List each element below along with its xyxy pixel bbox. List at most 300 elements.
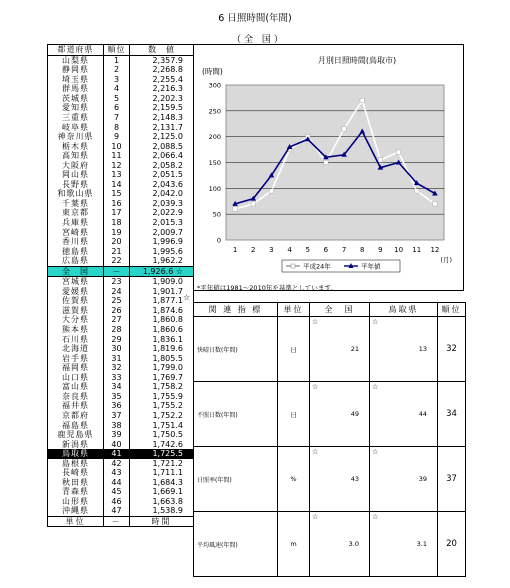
- value-cell: 2,268.8: [130, 65, 194, 75]
- header-value: 数 値: [130, 45, 194, 56]
- prefecture-row: [48, 227, 194, 237]
- star-icon: ☆: [312, 383, 319, 391]
- indicator-tottori-text: 44: [418, 410, 427, 418]
- prefecture-name: 福岡県: [48, 363, 104, 373]
- prefecture-name: 兵庫県: [48, 218, 104, 228]
- indicator-rank: [438, 447, 466, 512]
- indicator-national: [310, 317, 370, 382]
- rank-cell: 32: [104, 363, 130, 373]
- prefecture-row: [48, 122, 194, 132]
- prefecture-row: [48, 180, 194, 190]
- rank-cell: 25: [104, 296, 130, 306]
- legend-marker: [291, 264, 295, 268]
- prefecture-row: [48, 237, 194, 247]
- x-tick-label: 1: [232, 246, 238, 254]
- x-tick-label: 9: [378, 246, 383, 254]
- value-cell: 1,711.1: [130, 468, 194, 478]
- indicator-rank-text: 32: [446, 344, 457, 354]
- star-icon: ☆: [372, 318, 379, 326]
- prefecture-row: [48, 497, 194, 507]
- prefecture-name: 三重県: [48, 113, 104, 123]
- indicator-unit-text: 日: [290, 410, 297, 419]
- prefecture-row: [48, 420, 194, 430]
- x-tick-label: 3: [269, 246, 274, 254]
- rank-cell: 29: [104, 334, 130, 344]
- indicator-rank: [438, 317, 466, 382]
- prefecture-row: [48, 325, 194, 335]
- prefecture-name: 石川県: [48, 334, 104, 344]
- prefecture-row: [48, 430, 194, 440]
- prefecture-row: [48, 411, 194, 421]
- prefecture-row: [48, 246, 194, 256]
- value-cell: 2,255.4: [130, 75, 194, 85]
- value-cell: 1,996.9: [130, 237, 194, 247]
- indicator-row: [194, 512, 466, 577]
- chart-title: 月別日照時間(鳥取市): [317, 56, 397, 65]
- ranking-table: [47, 44, 194, 527]
- indicators-table-body: [194, 317, 466, 577]
- prefecture-row: [48, 306, 194, 316]
- prefecture-name: 徳島県: [48, 246, 104, 256]
- prefecture-name: 茨城県: [48, 94, 104, 104]
- value-cell: 2,125.0: [130, 132, 194, 142]
- prefecture-name: 群馬県: [48, 84, 104, 94]
- y-tick-label: 250: [208, 107, 221, 116]
- prefecture-row: [48, 373, 194, 383]
- prefecture-row: [48, 468, 194, 478]
- rank-cell: 27: [104, 315, 130, 325]
- prefecture-row: [48, 55, 194, 65]
- prefecture-row: [48, 113, 194, 123]
- y-tick-label: 50: [212, 210, 221, 219]
- prefecture-name: 広島県: [48, 256, 104, 266]
- indicator-name-text: 日照率(年間): [197, 476, 232, 484]
- unit-footer-row: [48, 516, 194, 527]
- indicator-name-text: 不照日数(年間): [197, 411, 238, 419]
- prefecture-row: [48, 296, 194, 306]
- prefecture-row: [48, 199, 194, 209]
- tottori-row: [48, 449, 194, 459]
- prefecture-name: 福井県: [48, 401, 104, 411]
- rank-cell: 36: [104, 401, 130, 411]
- rank-cell: 22: [104, 256, 130, 266]
- data-point: [396, 150, 400, 154]
- prefecture-name: 岩手県: [48, 354, 104, 364]
- value-cell: 2,051.5: [130, 170, 194, 180]
- indicator-national-text: 49: [350, 410, 359, 418]
- indicator-unit: [278, 512, 310, 577]
- rank-cell: 43: [104, 468, 130, 478]
- header-prefecture: 都道府県: [48, 45, 104, 56]
- prefecture-row: [48, 487, 194, 497]
- rank-cell: 24: [104, 287, 130, 297]
- rank-cell: 6: [104, 103, 130, 113]
- value-cell: 2,357.9: [130, 55, 194, 65]
- data-point: [415, 189, 419, 193]
- value-cell: 1,860.6: [130, 325, 194, 335]
- national-star-icon: ☆: [183, 293, 191, 302]
- data-point: [269, 189, 273, 193]
- indicator-rank-text: 37: [446, 474, 457, 484]
- indicator-national-text: 3.0: [348, 540, 359, 548]
- value-cell: 2,131.7: [130, 122, 194, 132]
- value-cell: 2,202.3: [130, 94, 194, 104]
- rank-cell: 37: [104, 411, 130, 421]
- value-cell: 2,088.5: [130, 141, 194, 151]
- x-tick-label: 12: [430, 246, 440, 254]
- chart-box: [193, 44, 464, 291]
- indicator-unit-text: m: [290, 540, 297, 548]
- prefecture-name: 京都府: [48, 411, 104, 421]
- data-point: [251, 202, 255, 206]
- prefecture-row: [48, 218, 194, 228]
- prefecture-name: 山口県: [48, 373, 104, 383]
- indicator-national: [310, 512, 370, 577]
- prefecture-row: [48, 103, 194, 113]
- rank-cell: 10: [104, 141, 130, 151]
- prefecture-row: [48, 170, 194, 180]
- indicator-name-text: 平均風速(年間): [197, 541, 238, 549]
- chart-xlabel: (月): [440, 256, 452, 264]
- rank-cell: 19: [104, 227, 130, 237]
- prefecture-name: 栃木県: [48, 141, 104, 151]
- prefecture-name: 岡山県: [48, 170, 104, 180]
- rank-cell: 20: [104, 237, 130, 247]
- prefecture-name: 秋田県: [48, 478, 104, 488]
- rank-cell: 31: [104, 354, 130, 364]
- x-tick-label: 5: [305, 246, 310, 254]
- rank-cell: 9: [104, 132, 130, 142]
- data-point: [378, 158, 382, 162]
- rank-cell: 44: [104, 478, 130, 488]
- prefecture-name: 大分県: [48, 315, 104, 325]
- indicator-row: [194, 317, 466, 382]
- rank-cell: 30: [104, 344, 130, 354]
- indicator-national: [310, 382, 370, 447]
- rank-cell: 1: [104, 55, 130, 65]
- prefecture-row: [48, 256, 194, 266]
- value-cell: 1,995.6: [130, 246, 194, 256]
- rank-cell: 8: [104, 122, 130, 132]
- prefecture-name: 新潟県: [48, 439, 104, 449]
- prefecture-row: [48, 354, 194, 364]
- rank-cell: 46: [104, 497, 130, 507]
- value-cell: 1,752.2: [130, 411, 194, 421]
- value-cell: 1,755.9: [130, 392, 194, 402]
- value-cell: 1,836.1: [130, 334, 194, 344]
- footer-value: 時間: [130, 516, 194, 527]
- rank-cell: 35: [104, 392, 130, 402]
- value-cell: 1,901.7: [130, 287, 194, 297]
- prefecture-name: 全 国: [48, 266, 104, 277]
- ranking-table-body: [48, 55, 194, 527]
- x-tick-label: 11: [412, 246, 422, 254]
- value-cell: 2,022.9: [130, 208, 194, 218]
- prefecture-row: [48, 439, 194, 449]
- indicator-unit-text: %: [290, 475, 297, 483]
- value-cell: 1,805.5: [130, 354, 194, 364]
- y-tick-label: 0: [216, 236, 221, 245]
- footer-rank: －: [104, 516, 130, 527]
- value-cell: 1,538.9: [130, 506, 194, 516]
- rank-cell: 7: [104, 113, 130, 123]
- star-icon: ☆: [312, 513, 319, 521]
- prefecture-row: [48, 506, 194, 516]
- value-cell: 1,799.0: [130, 363, 194, 373]
- rank-cell: 5: [104, 94, 130, 104]
- indicator-national-text: 43: [350, 475, 359, 483]
- prefecture-name: 青森県: [48, 487, 104, 497]
- ind-header-indicator: 関 連 指 標: [194, 303, 278, 317]
- value-cell: 2,015.3: [130, 218, 194, 228]
- prefecture-name: 宮崎県: [48, 227, 104, 237]
- legend-label: 平成24年: [303, 262, 331, 271]
- prefecture-name: 長崎県: [48, 468, 104, 478]
- prefecture-row: [48, 382, 194, 392]
- value-cell: 1,769.7: [130, 373, 194, 383]
- rank-cell: 33: [104, 373, 130, 383]
- ind-header-unit: 単位: [278, 303, 310, 317]
- prefecture-row: [48, 363, 194, 373]
- rank-cell: 18: [104, 218, 130, 228]
- y-tick-label: 100: [208, 184, 221, 193]
- rank-cell: 11: [104, 151, 130, 161]
- prefecture-name: 佐賀県: [48, 296, 104, 306]
- value-cell: 1,874.6: [130, 306, 194, 316]
- prefecture-name: 鳥取県: [48, 449, 104, 459]
- indicator-unit-text: 日: [290, 345, 297, 354]
- ind-header-tottori: 鳥取県: [370, 303, 438, 317]
- prefecture-row: [48, 94, 194, 104]
- national-row: [48, 266, 194, 277]
- rank-cell: 47: [104, 506, 130, 516]
- prefecture-name: 静岡県: [48, 65, 104, 75]
- data-point: [360, 98, 364, 102]
- rank-cell: 14: [104, 180, 130, 190]
- rank-cell: 17: [104, 208, 130, 218]
- rank-cell: 4: [104, 84, 130, 94]
- prefecture-name: 奈良県: [48, 392, 104, 402]
- indicators-table: [193, 302, 466, 577]
- value-cell: 2,159.5: [130, 103, 194, 113]
- indicator-name: [194, 447, 278, 512]
- value-cell: 1,669.1: [130, 487, 194, 497]
- x-tick-label: 8: [360, 246, 365, 254]
- x-tick-label: 2: [251, 246, 256, 254]
- value-cell: 1,860.8: [130, 315, 194, 325]
- prefecture-name: 大阪府: [48, 161, 104, 171]
- rank-cell: 21: [104, 246, 130, 256]
- x-tick-label: 10: [394, 246, 404, 254]
- value-cell: 1,962.2: [130, 256, 194, 266]
- prefecture-name: 愛媛県: [48, 287, 104, 297]
- value-cell: 2,009.7: [130, 227, 194, 237]
- value-cell: 2,148.3: [130, 113, 194, 123]
- star-icon: ☆: [372, 513, 379, 521]
- prefecture-name: 神奈川県: [48, 132, 104, 142]
- indicator-tottori: [370, 317, 438, 382]
- rank-cell: 16: [104, 199, 130, 209]
- indicator-row: [194, 447, 466, 512]
- prefecture-row: [48, 401, 194, 411]
- region-title: （全 国）: [232, 35, 286, 45]
- indicator-tottori: [370, 382, 438, 447]
- prefecture-name: 香川県: [48, 237, 104, 247]
- ind-header-rank: 順位: [438, 303, 466, 317]
- prefecture-name: 愛知県: [48, 103, 104, 113]
- prefecture-row: [48, 344, 194, 354]
- indicator-tottori-text: 39: [418, 475, 427, 483]
- prefecture-name: 熊本県: [48, 325, 104, 335]
- prefecture-row: [48, 189, 194, 199]
- rank-cell: 26: [104, 306, 130, 316]
- value-cell: 1,725.5: [130, 449, 194, 459]
- value-cell: 1,742.6: [130, 439, 194, 449]
- prefecture-row: [48, 161, 194, 171]
- value-cell: 2,058.2: [130, 161, 194, 171]
- rank-cell: －: [104, 266, 130, 277]
- rank-cell: 41: [104, 449, 130, 459]
- x-tick-label: 7: [341, 246, 347, 254]
- indicator-unit: [278, 447, 310, 512]
- indicator-rank-text: 34: [446, 409, 457, 419]
- value-cell: 2,039.3: [130, 199, 194, 209]
- prefecture-name: 埼玉県: [48, 75, 104, 85]
- prefecture-name: 長野県: [48, 180, 104, 190]
- prefecture-row: [48, 277, 194, 287]
- prefecture-name: 千葉県: [48, 199, 104, 209]
- y-tick-label: 300: [208, 81, 221, 90]
- prefecture-row: [48, 315, 194, 325]
- rank-cell: 12: [104, 161, 130, 171]
- rank-cell: 40: [104, 439, 130, 449]
- value-cell: 1,684.3: [130, 478, 194, 488]
- prefecture-name: 滋賀県: [48, 306, 104, 316]
- rank-cell: 38: [104, 420, 130, 430]
- note-text: *平年値は1981～2010年を基準としています。: [197, 284, 337, 292]
- rank-cell: 13: [104, 170, 130, 180]
- prefecture-name: 北海道: [48, 344, 104, 354]
- prefecture-row: [48, 141, 194, 151]
- legend-label: 平年値: [361, 262, 381, 271]
- rank-cell: 34: [104, 382, 130, 392]
- value-cell: 2,066.4: [130, 151, 194, 161]
- rank-cell: 3: [104, 75, 130, 85]
- value-cell: 2,042.0: [130, 189, 194, 199]
- data-point: [233, 207, 237, 211]
- indicator-unit: [278, 382, 310, 447]
- indicator-name: [194, 382, 278, 447]
- x-tick-label: 4: [287, 246, 292, 254]
- prefecture-name: 宮城県: [48, 277, 104, 287]
- indicator-row: [194, 382, 466, 447]
- header-rank: 順位: [104, 45, 130, 56]
- prefecture-name: 沖縄県: [48, 506, 104, 516]
- rank-cell: 15: [104, 189, 130, 199]
- y-tick-label: 150: [208, 159, 221, 167]
- value-cell: 2,216.3: [130, 84, 194, 94]
- star-icon: ☆: [372, 383, 379, 391]
- value-cell: 1,721.2: [130, 459, 194, 469]
- prefecture-name: 高知県: [48, 151, 104, 161]
- prefecture-name: 山梨県: [48, 55, 104, 65]
- indicator-national-text: 21: [350, 345, 359, 353]
- indicator-name: [194, 512, 278, 577]
- prefecture-row: [48, 287, 194, 297]
- x-tick-label: 6: [323, 246, 329, 254]
- value-cell: 1,755.2: [130, 401, 194, 411]
- prefecture-row: [48, 151, 194, 161]
- prefecture-name: 岐阜県: [48, 122, 104, 132]
- sunshine-line-chart: [194, 45, 463, 290]
- prefecture-row: [48, 132, 194, 142]
- prefecture-row: [48, 478, 194, 488]
- chart-ylabel: (時間): [202, 67, 223, 76]
- prefecture-name: 東京都: [48, 208, 104, 218]
- y-tick-label: 200: [208, 133, 221, 142]
- prefecture-row: [48, 392, 194, 402]
- rank-cell: 39: [104, 430, 130, 440]
- rank-cell: 28: [104, 325, 130, 335]
- prefecture-name: 福島県: [48, 420, 104, 430]
- rank-cell: 2: [104, 65, 130, 75]
- indicator-national: [310, 447, 370, 512]
- indicator-rank: [438, 382, 466, 447]
- indicator-name-text: 快晴日数(年間): [197, 346, 238, 354]
- data-point: [342, 127, 346, 131]
- rank-cell: 45: [104, 487, 130, 497]
- prefecture-row: [48, 459, 194, 469]
- value-cell: 1,750.5: [130, 430, 194, 440]
- rank-cell: 42: [104, 459, 130, 469]
- indicator-tottori-text: 3.1: [416, 540, 427, 548]
- star-icon: ☆: [312, 448, 319, 456]
- data-point: [433, 202, 437, 206]
- value-cell: 1,751.4: [130, 420, 194, 430]
- star-icon: ☆: [312, 318, 319, 326]
- prefecture-row: [48, 208, 194, 218]
- indicator-rank-text: 20: [446, 539, 457, 549]
- prefecture-row: [48, 65, 194, 75]
- data-point: [324, 160, 328, 164]
- prefecture-name: 和歌山県: [48, 189, 104, 199]
- value-cell: 1,926.6 ☆: [130, 266, 194, 277]
- prefecture-name: 富山県: [48, 382, 104, 392]
- indicator-tottori: [370, 447, 438, 512]
- indicator-unit: [278, 317, 310, 382]
- prefecture-name: 山形県: [48, 497, 104, 507]
- prefecture-row: [48, 84, 194, 94]
- value-cell: 1,819.6: [130, 344, 194, 354]
- indicator-tottori-text: 13: [418, 345, 427, 353]
- prefecture-row: [48, 75, 194, 85]
- value-cell: 2,043.6: [130, 180, 194, 190]
- value-cell: 1,758.2: [130, 382, 194, 392]
- indicator-name: [194, 317, 278, 382]
- ind-header-national: 全 国: [310, 303, 370, 317]
- star-icon: ☆: [372, 448, 379, 456]
- value-cell: 1,877.1: [130, 296, 194, 306]
- rank-cell: 23: [104, 277, 130, 287]
- prefecture-row: [48, 334, 194, 344]
- prefecture-name: 島根県: [48, 459, 104, 469]
- indicator-rank: [438, 512, 466, 577]
- value-cell: 1,909.0: [130, 277, 194, 287]
- prefecture-name: 鹿児島県: [48, 430, 104, 440]
- footer-label: 単位: [48, 516, 104, 527]
- value-cell: 1,663.8: [130, 497, 194, 507]
- page-title: 6 日照時間(年間): [218, 13, 292, 24]
